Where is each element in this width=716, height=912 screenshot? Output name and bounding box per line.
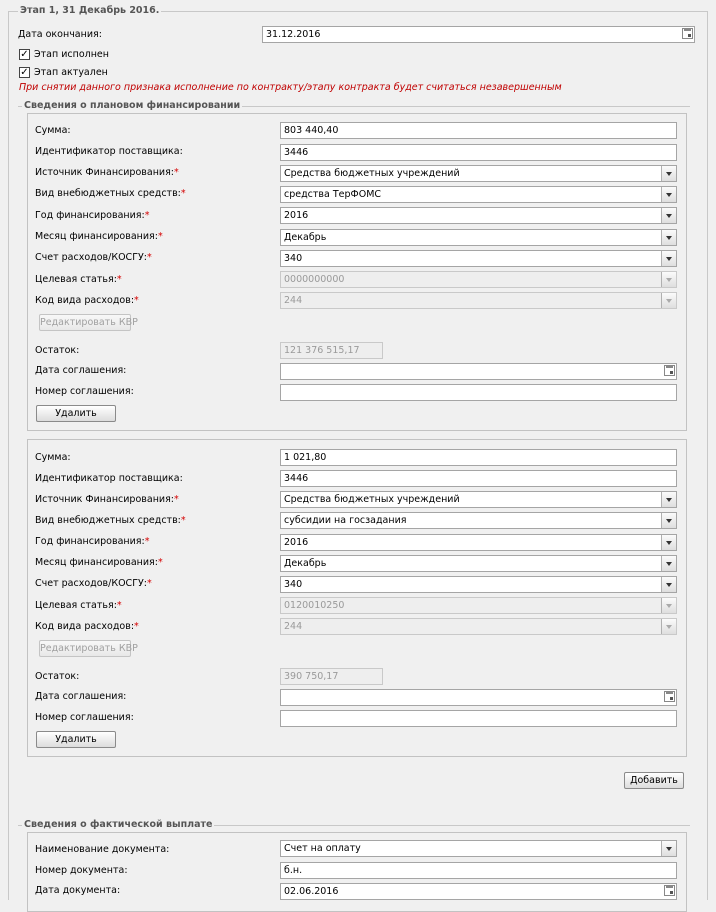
agreement-date-field[interactable] [280, 363, 677, 380]
chevron-down-icon[interactable] [661, 492, 676, 507]
chevron-down-icon[interactable] [661, 577, 676, 592]
actual-title: Сведения о фактической выплате [24, 819, 213, 830]
account-select[interactable] [280, 576, 677, 593]
chevron-down-icon [661, 272, 676, 287]
chevron-down-icon[interactable] [661, 187, 676, 202]
chevron-down-icon[interactable] [661, 166, 676, 181]
extra-budget-select[interactable] [280, 512, 677, 529]
doc-name-value: Счет на оплату [284, 843, 361, 854]
target-select [280, 597, 677, 614]
doc-num-label: Номер документа: [35, 865, 128, 876]
chevron-down-icon[interactable] [661, 535, 676, 550]
agreement-num-field[interactable] [280, 384, 677, 401]
doc-date-label: Дата документа: [35, 885, 121, 896]
doc-name-label: Наименование документа: [35, 844, 170, 855]
source-select[interactable] [280, 165, 677, 182]
doc-num-field[interactable]: б.н. [280, 862, 677, 879]
agreement-num-label: Номер соглашения: [35, 386, 134, 397]
remain-label: Остаток: [35, 345, 80, 356]
account-label: Счет расходов/КОСГУ:* [35, 578, 152, 589]
chevron-down-icon[interactable] [661, 208, 676, 223]
stage-actual-checkbox[interactable]: ✓ [20, 67, 29, 78]
year-value: 2016 [284, 210, 309, 221]
stage-done-checkbox[interactable]: ✓ [20, 49, 29, 60]
month-select[interactable] [280, 555, 677, 572]
delete-button[interactable]: Удалить [36, 405, 116, 422]
chevron-down-icon [661, 619, 676, 634]
doc-name-select[interactable] [280, 840, 677, 857]
calendar-icon[interactable] [664, 691, 675, 702]
remain-field: 390 750,17 [280, 668, 383, 685]
kvr-value: 244 [284, 295, 303, 306]
chevron-down-icon[interactable] [661, 556, 676, 571]
extra-budget-value: средства ТерФОМС [284, 189, 382, 200]
source-select[interactable] [280, 491, 677, 508]
target-select [280, 271, 677, 288]
end-date-value: 31.12.2016 [266, 29, 321, 40]
target-label: Целевая статья:* [35, 274, 122, 285]
chevron-down-icon[interactable] [661, 841, 676, 856]
doc-date-field[interactable] [280, 883, 677, 900]
year-select[interactable] [280, 207, 677, 224]
agreement-date-field[interactable] [280, 689, 677, 706]
kvr-select [280, 292, 677, 309]
chevron-down-icon [661, 598, 676, 613]
add-button[interactable]: Добавить [624, 772, 684, 789]
account-value: 340 [284, 579, 303, 590]
calendar-icon[interactable] [664, 365, 675, 376]
stage-title: Этап 1, 31 Декабрь 2016. [20, 5, 160, 16]
remain-label: Остаток: [35, 671, 80, 682]
amount-label: Сумма: [35, 125, 71, 136]
agreement-date-label: Дата соглашения: [35, 365, 127, 376]
month-value: Декабрь [284, 232, 327, 243]
target-label: Целевая статья:* [35, 600, 122, 611]
remain-field: 121 376 515,17 [280, 342, 383, 359]
chevron-down-icon[interactable] [661, 513, 676, 528]
extra-budget-value: субсидии на госзадания [284, 515, 407, 526]
kvr-select [280, 618, 677, 635]
stage-actual-label: Этап актуален [34, 67, 108, 78]
calendar-icon[interactable] [682, 28, 693, 39]
kvr-value: 244 [284, 621, 303, 632]
month-select[interactable] [280, 229, 677, 246]
supplier-id-label: Идентификатор поставщика: [35, 146, 183, 157]
year-select[interactable] [280, 534, 677, 551]
account-select[interactable] [280, 250, 677, 267]
month-label: Месяц финансирования:* [35, 557, 163, 568]
agreement-num-field[interactable] [280, 710, 677, 727]
target-value: 0000000000 [284, 274, 345, 285]
chevron-down-icon[interactable] [661, 230, 676, 245]
stage-border-left [8, 11, 9, 900]
source-value: Средства бюджетных учреждений [284, 168, 460, 179]
agreement-num-label: Номер соглашения: [35, 712, 134, 723]
stage-done-label: Этап исполнен [34, 49, 109, 60]
amount-field[interactable]: 803 440,40 [280, 122, 677, 139]
kvr-label: Код вида расходов:* [35, 295, 139, 306]
extra-budget-select[interactable] [280, 186, 677, 203]
source-label: Источник Финансирования:* [35, 494, 179, 505]
target-value: 0120010250 [284, 600, 345, 611]
warning-text: При снятии данного признака исполнение по контракту/этапу контракта будет считаться незавершенным [19, 82, 562, 93]
month-value: Декабрь [284, 558, 327, 569]
supplier-id-field[interactable]: 3446 [280, 144, 677, 161]
source-label: Источник Финансирования:* [35, 167, 179, 178]
calendar-icon[interactable] [664, 885, 675, 896]
source-value: Средства бюджетных учреждений [284, 494, 460, 505]
edit-kvr-button[interactable]: Редактировать КВР [39, 314, 131, 331]
stage-border-right [707, 11, 708, 900]
end-date-label: Дата окончания: [18, 29, 102, 40]
year-label: Год финансирования:* [35, 210, 150, 221]
kvr-label: Код вида расходов:* [35, 621, 139, 632]
planned-title: Сведения о плановом финансировании [24, 100, 241, 111]
month-label: Месяц финансирования:* [35, 231, 163, 242]
amount-field[interactable]: 1 021,80 [280, 449, 677, 466]
extra-budget-label: Вид внебюджетных средств:* [35, 515, 186, 526]
chevron-down-icon[interactable] [661, 251, 676, 266]
supplier-id-label: Идентификатор поставщика: [35, 473, 183, 484]
agreement-date-label: Дата соглашения: [35, 691, 127, 702]
year-value: 2016 [284, 537, 309, 548]
account-value: 340 [284, 253, 303, 264]
chevron-down-icon [661, 293, 676, 308]
supplier-id-field[interactable]: 3446 [280, 470, 677, 487]
amount-label: Сумма: [35, 452, 71, 463]
year-label: Год финансирования:* [35, 536, 150, 547]
doc-date-value: 02.06.2016 [284, 886, 339, 897]
extra-budget-label: Вид внебюджетных средств:* [35, 188, 186, 199]
edit-kvr-button[interactable]: Редактировать КВР [39, 640, 131, 657]
end-date-field[interactable] [262, 26, 695, 43]
delete-button[interactable]: Удалить [36, 731, 116, 748]
account-label: Счет расходов/КОСГУ:* [35, 252, 152, 263]
